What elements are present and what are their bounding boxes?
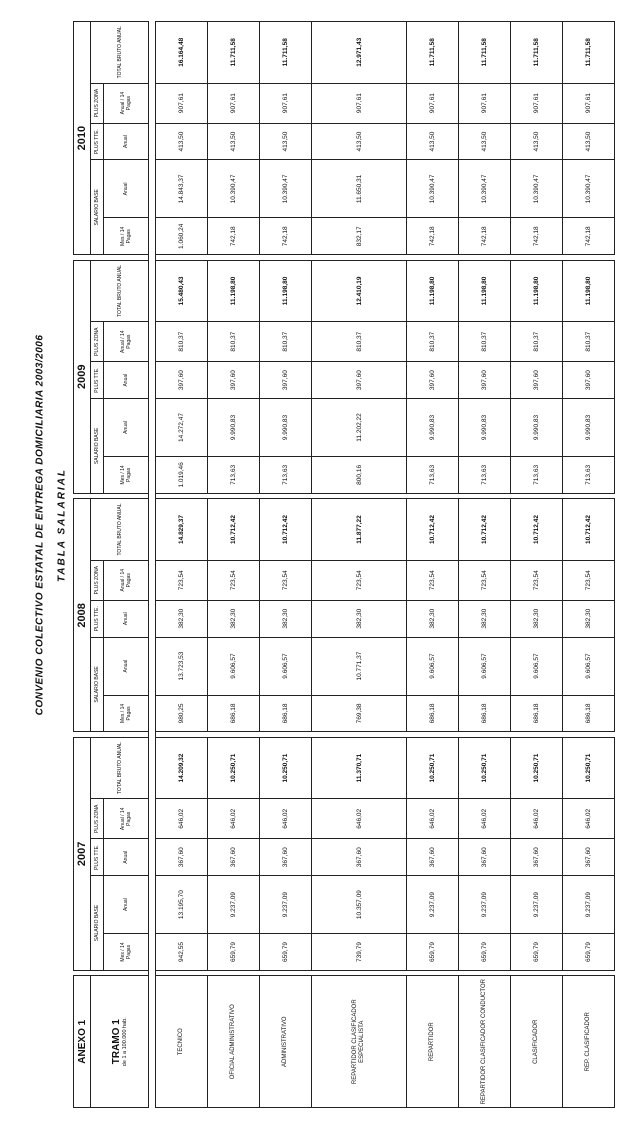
column-gap [311,493,407,499]
salario-mes-cell: 1.060,24 [156,218,208,255]
category-label: REPARTIDOR CLASIFICADOR ESPECIALISTA [311,976,407,1108]
main-header-row [91,22,104,1108]
salario-anual-cell: 9.990,83 [407,399,459,457]
salario-anual-cell: 9.990,83 [207,399,259,457]
column-gap [91,255,104,261]
column-gap [74,493,91,499]
column-gap [156,732,208,738]
table-row [511,22,563,1108]
salario-mes-cell: 713,63 [207,456,259,493]
category-label: REPARTIDOR [407,976,459,1108]
plus-zona-cell: 723,54 [259,560,311,600]
total-bruto-cell: 11.711,58 [259,22,311,84]
salario-anual-cell: 9.237,09 [563,876,615,934]
salario-mes-cell: 980,25 [156,695,208,732]
plus-zona-cell: 810,37 [259,322,311,362]
salario-mes-cell: 686,18 [511,695,563,732]
total-bruto-cell: 11.198,80 [207,260,259,321]
plus-tte-cell: 382,30 [156,600,208,637]
plus-tte-cell: 382,30 [563,600,615,637]
salario-anual-cell: 10.390,47 [259,160,311,218]
salario-mes-cell: 742,18 [511,218,563,255]
plus-tte-cell: 413,50 [511,123,563,160]
plus-zona-cell: 723,54 [511,560,563,600]
category-label: TECNICO [156,976,208,1108]
table-row [259,22,311,1108]
total-bruto-cell: 15.480,43 [156,260,208,321]
total-bruto-cell: 11.711,58 [207,22,259,84]
plus-zona-cell: 810,37 [511,322,563,362]
column-gap [104,732,149,738]
total-bruto-cell: 12.410,19 [311,260,407,321]
column-gap [156,970,208,976]
plus-zona-cell: 810,37 [563,322,615,362]
column-gap [407,493,459,499]
salario-mes-cell: 739,79 [311,934,407,971]
column-gap [104,970,149,976]
column-gap [407,732,459,738]
table-subtitle: TABLA SALARIAL [56,467,68,583]
plus-tte-cell: 367,60 [459,839,511,876]
salario-anual-cell: 9.606,57 [259,637,311,695]
plus-tte-cell: 367,60 [311,839,407,876]
column-gap [459,255,511,261]
salario-mes-cell: 800,16 [311,456,407,493]
column-gap [207,493,259,499]
plus-tte-cell: 397,60 [207,362,259,399]
plus-zona-cell: 646,02 [563,799,615,839]
total-bruto-header: TOTAL BRUTO ANUAL [91,499,149,560]
category-label: REP. CLASIFICADOR [563,976,615,1108]
salario-anual-cell: 9.990,83 [259,399,311,457]
table-row [407,22,459,1108]
plus-tte-cell: 413,50 [563,123,615,160]
plus-tte-cell: 397,60 [563,362,615,399]
column-gap [511,970,563,976]
salary-table [73,21,615,1108]
plus-tte-header: PLUS TTE. [91,600,104,637]
plus-tte-header: PLUS TTE. [91,839,104,876]
tramo-subtitle: de 1 a 100.000 hab. [121,1017,128,1067]
anual-header: Anual [104,399,149,457]
plus-tte-cell: 413,50 [156,123,208,160]
plus-tte-cell: 397,60 [311,362,407,399]
total-bruto-cell: 10.712,42 [207,499,259,560]
plus-zona-cell: 907,61 [311,83,407,123]
column-gap [563,732,615,738]
anual-header: Anual [104,839,149,876]
plus-zona-cell: 646,02 [156,799,208,839]
salario-anual-cell: 10.390,47 [407,160,459,218]
category-label: REPARTIDOR CLASIFICADOR CONDUCTOR [459,976,511,1108]
plus-tte-cell: 413,50 [459,123,511,160]
salario-anual-cell: 10.357,09 [311,876,407,934]
column-gap [91,732,104,738]
table-row [311,22,407,1108]
salario-mes-cell: 742,18 [259,218,311,255]
mes-14-pagas-header: Mes / 14 Pagas [104,695,149,732]
column-gap [74,255,91,261]
column-gap [459,493,511,499]
column-gap [104,493,149,499]
salario-mes-cell: 713,63 [459,456,511,493]
column-gap [156,255,208,261]
salario-mes-cell: 686,18 [259,695,311,732]
column-gap [259,493,311,499]
total-bruto-cell: 11.198,80 [259,260,311,321]
plus-zona-cell: 907,61 [459,83,511,123]
salario-anual-cell: 14.843,37 [156,160,208,218]
mes-14-pagas-header: Mes / 14 Pagas [104,456,149,493]
column-gap [563,493,615,499]
column-gap [104,255,149,261]
plus-tte-cell: 382,30 [311,600,407,637]
header-gap-row [149,22,156,1108]
total-bruto-header: TOTAL BRUTO ANUAL [91,260,149,321]
salario-mes-cell: 713,63 [511,456,563,493]
plus-zona-cell: 723,54 [311,560,407,600]
salario-mes-cell: 769,38 [311,695,407,732]
plus-zona-cell: 810,37 [407,322,459,362]
salario-mes-cell: 659,79 [259,934,311,971]
salario-anual-cell: 9.606,57 [207,637,259,695]
plus-zona-cell: 723,54 [563,560,615,600]
salario-anual-cell: 13.195,70 [156,876,208,934]
salario-anual-cell: 11.202,22 [311,399,407,457]
plus-zona-cell: 723,54 [156,560,208,600]
salario-anual-cell: 9.237,09 [459,876,511,934]
column-gap [74,970,91,976]
salario-anual-cell: 9.606,57 [459,637,511,695]
table-row [207,22,259,1108]
plus-zona-cell: 723,54 [407,560,459,600]
salario-anual-cell: 13.723,53 [156,637,208,695]
salario-anual-cell: 9.606,57 [563,637,615,695]
total-bruto-cell: 10.250,71 [563,737,615,798]
salario-mes-cell: 659,79 [563,934,615,971]
total-bruto-cell: 11.711,58 [407,22,459,84]
plus-tte-cell: 367,60 [407,839,459,876]
salario-mes-cell: 686,18 [563,695,615,732]
total-bruto-cell: 11.198,80 [563,260,615,321]
salario-anual-cell: 10.390,47 [459,160,511,218]
total-bruto-cell: 14.829,37 [156,499,208,560]
column-gap [563,970,615,976]
plus-tte-cell: 367,60 [563,839,615,876]
salario-anual-cell: 9.990,83 [563,399,615,457]
mes-14-pagas-header: Mes / 14 Pagas [104,218,149,255]
anual-header: Anual [104,600,149,637]
plus-tte-cell: 382,30 [459,600,511,637]
total-bruto-header: TOTAL BRUTO ANUAL [91,22,149,84]
year-2010-header: 2010 [74,22,91,255]
salario-anual-cell: 10.771,37 [311,637,407,695]
salario-mes-cell: 1.019,46 [156,456,208,493]
salario-anual-cell: 10.390,47 [207,160,259,218]
column-gap [407,255,459,261]
total-bruto-cell: 11.711,58 [459,22,511,84]
plus-zona-cell: 907,61 [207,83,259,123]
plus-zona-cell: 646,02 [207,799,259,839]
salario-mes-cell: 659,79 [207,934,259,971]
salario-anual-cell: 9.990,83 [459,399,511,457]
sub-header-row [104,22,149,1108]
plus-tte-cell: 413,50 [207,123,259,160]
total-bruto-header: TOTAL BRUTO ANUAL [91,737,149,798]
salario-mes-cell: 713,63 [407,456,459,493]
anual-header: Anual [104,362,149,399]
anual-header: Anual [104,123,149,160]
plus-zona-cell: 810,37 [459,322,511,362]
column-gap [156,493,208,499]
plus-tte-cell: 382,30 [511,600,563,637]
plus-zona-cell: 810,37 [311,322,407,362]
table-row [156,22,208,1108]
salario-mes-cell: 713,63 [563,456,615,493]
salario-anual-cell: 14.272,47 [156,399,208,457]
plus-zona-cell: 723,54 [207,560,259,600]
plus-tte-cell: 413,50 [407,123,459,160]
plus-zona-header: PLUS ZONA [91,83,104,123]
total-bruto-cell: 10.250,71 [511,737,563,798]
anual-14-pagas-header: Anual / 14 Pagas [104,322,149,362]
total-bruto-cell: 14.209,32 [156,737,208,798]
column-gap [511,732,563,738]
salario-anual-cell: 9.606,57 [511,637,563,695]
plus-zona-cell: 646,02 [511,799,563,839]
total-bruto-cell: 11.877,22 [311,499,407,560]
salario-anual-cell: 11.650,31 [311,160,407,218]
salario-anual-cell: 9.606,57 [407,637,459,695]
year-2009-header: 2009 [74,260,91,493]
salario-base-header: SALARIO BASE [91,160,104,255]
column-gap [91,970,104,976]
plus-zona-cell: 907,61 [511,83,563,123]
table-row [459,22,511,1108]
total-bruto-cell: 10.250,71 [207,737,259,798]
salario-mes-cell: 742,18 [407,218,459,255]
column-gap [207,970,259,976]
category-label: CLASIFICADOR [511,976,563,1108]
salario-base-header: SALARIO BASE [91,399,104,494]
anual-header: Anual [104,876,149,934]
tramo-title: TRAMO 1 [110,1019,122,1065]
column-gap [511,255,563,261]
header-gap [149,22,156,1108]
plus-zona-cell: 907,61 [156,83,208,123]
plus-tte-cell: 382,30 [207,600,259,637]
salario-anual-cell: 9.990,83 [511,399,563,457]
plus-tte-header: PLUS TTE. [91,362,104,399]
total-bruto-cell: 10.250,71 [259,737,311,798]
salario-mes-cell: 686,18 [407,695,459,732]
total-bruto-cell: 10.712,42 [563,499,615,560]
plus-tte-cell: 413,50 [259,123,311,160]
column-gap [511,493,563,499]
column-gap [311,255,407,261]
column-gap [459,732,511,738]
total-bruto-cell: 12.971,43 [311,22,407,84]
column-gap [259,732,311,738]
salario-mes-cell: 713,63 [259,456,311,493]
salario-mes-cell: 942,55 [156,934,208,971]
total-bruto-cell: 11.711,58 [511,22,563,84]
anual-14-pagas-header: Anual / 14 Pagas [104,560,149,600]
salario-mes-cell: 742,18 [207,218,259,255]
plus-tte-cell: 367,60 [207,839,259,876]
total-bruto-cell: 10.250,71 [459,737,511,798]
plus-tte-cell: 397,60 [511,362,563,399]
plus-zona-header: PLUS ZONA [91,560,104,600]
column-gap [311,970,407,976]
salario-mes-cell: 686,18 [459,695,511,732]
plus-tte-cell: 367,60 [511,839,563,876]
salario-mes-cell: 659,79 [511,934,563,971]
total-bruto-cell: 10.712,42 [459,499,511,560]
year-header-row [74,22,91,1108]
column-gap [207,732,259,738]
plus-tte-cell: 397,60 [259,362,311,399]
anexo-label: ANEXO 1 [74,976,91,1108]
salario-anual-cell: 9.237,09 [407,876,459,934]
plus-zona-cell: 907,61 [259,83,311,123]
total-bruto-cell: 10.712,42 [511,499,563,560]
plus-zona-cell: 723,54 [459,560,511,600]
salario-mes-cell: 686,18 [207,695,259,732]
plus-tte-cell: 397,60 [459,362,511,399]
salario-anual-cell: 9.237,09 [511,876,563,934]
plus-zona-cell: 810,37 [156,322,208,362]
tramo-header [91,976,149,1108]
table-row [563,22,615,1108]
salario-mes-cell: 659,79 [459,934,511,971]
column-gap [563,255,615,261]
anual-header: Anual [104,160,149,218]
plus-tte-cell: 382,30 [407,600,459,637]
plus-tte-cell: 367,60 [156,839,208,876]
column-gap [74,732,91,738]
column-gap [311,732,407,738]
plus-zona-header: PLUS ZONA [91,322,104,362]
plus-tte-cell: 397,60 [156,362,208,399]
plus-zona-cell: 646,02 [259,799,311,839]
column-gap [259,255,311,261]
total-bruto-cell: 11.711,58 [563,22,615,84]
salario-mes-cell: 742,18 [459,218,511,255]
plus-tte-cell: 413,50 [311,123,407,160]
column-gap [207,255,259,261]
column-gap [407,970,459,976]
plus-zona-cell: 907,61 [407,83,459,123]
category-label: OFICIAL ADMINISTRATIVO [207,976,259,1108]
column-gap [259,970,311,976]
salario-mes-cell: 832,17 [311,218,407,255]
total-bruto-cell: 16.164,48 [156,22,208,84]
plus-zona-cell: 646,02 [311,799,407,839]
anual-14-pagas-header: Anual / 14 Pagas [104,799,149,839]
plus-tte-cell: 382,30 [259,600,311,637]
anual-14-pagas-header: Anual / 14 Pagas [104,83,149,123]
document-title: CONVENIO COLECTIVO ESTATAL DE ENTREGA DOMICILIARIA 2003/2006 [34,334,46,716]
salario-mes-cell: 742,18 [563,218,615,255]
anual-header: Anual [104,637,149,695]
mes-14-pagas-header: Mes / 14 Pagas [104,934,149,971]
year-2008-header: 2008 [74,499,91,732]
salario-anual-cell: 9.237,09 [207,876,259,934]
total-bruto-cell: 10.712,42 [259,499,311,560]
salario-base-header: SALARIO BASE [91,876,104,971]
column-gap [459,970,511,976]
total-bruto-cell: 10.250,71 [407,737,459,798]
plus-zona-cell: 646,02 [459,799,511,839]
plus-zona-cell: 646,02 [407,799,459,839]
total-bruto-cell: 10.712,42 [407,499,459,560]
year-2007-header: 2007 [74,737,91,970]
plus-tte-header: PLUS TTE. [91,123,104,160]
plus-zona-cell: 810,37 [207,322,259,362]
plus-tte-cell: 367,60 [259,839,311,876]
total-bruto-cell: 11.198,80 [407,260,459,321]
category-label: ADMINISTRATIVO [259,976,311,1108]
total-bruto-cell: 11.370,71 [311,737,407,798]
plus-tte-cell: 397,60 [407,362,459,399]
plus-zona-header: PLUS ZONA [91,799,104,839]
column-gap [91,493,104,499]
salario-anual-cell: 10.390,47 [563,160,615,218]
salary-table-frame [73,21,615,1108]
salario-base-header: SALARIO BASE [91,637,104,732]
plus-zona-cell: 907,61 [563,83,615,123]
salario-mes-cell: 659,79 [407,934,459,971]
salario-anual-cell: 10.390,47 [511,160,563,218]
total-bruto-cell: 11.198,80 [511,260,563,321]
salario-anual-cell: 9.237,09 [259,876,311,934]
total-bruto-cell: 11.198,80 [459,260,511,321]
